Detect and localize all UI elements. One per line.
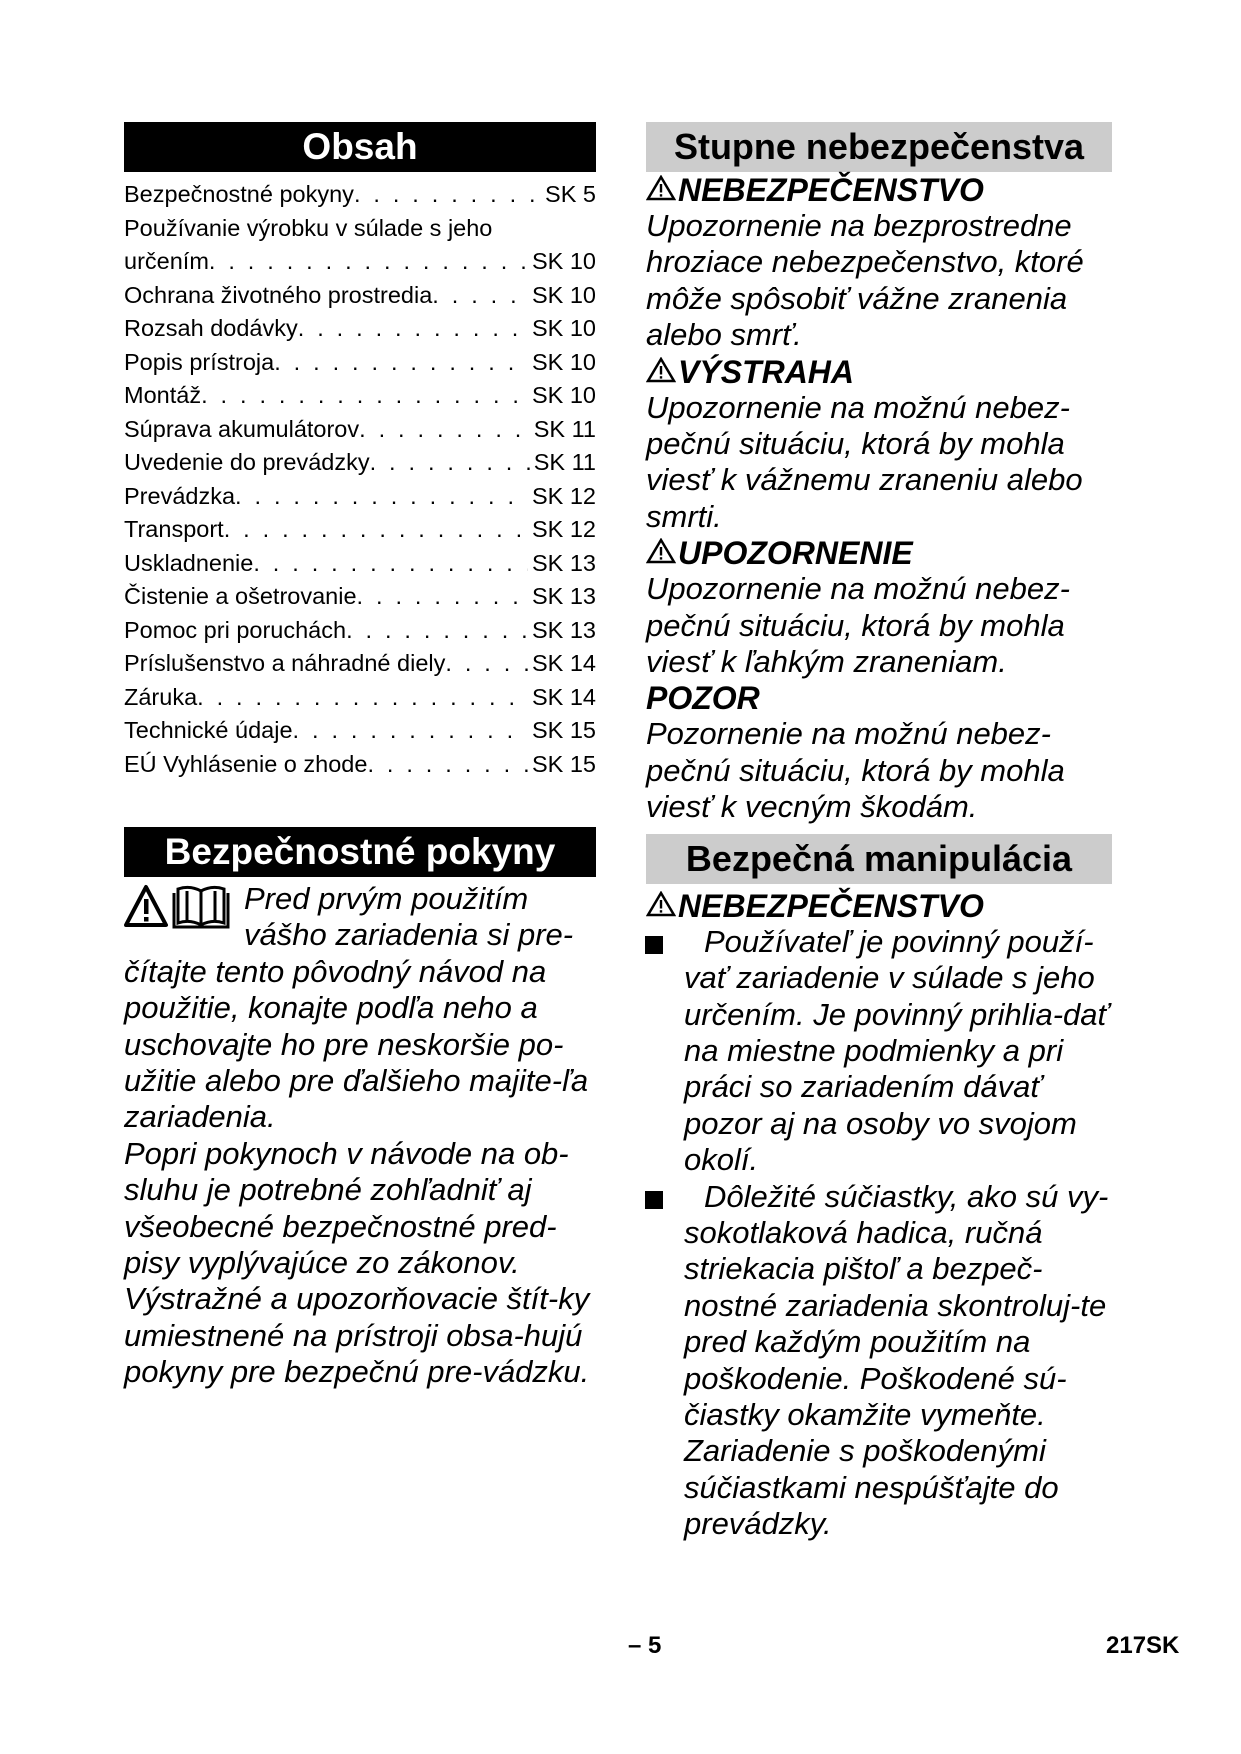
safety-paragraph-1: čítajte tento pôvodný návod na použitie, konajte podľa neho a uschovajte ho pre neskoršie po-užitie alebo pre ďalšieho majite-ľa zariadenia. xyxy=(124,953,589,1135)
toc-leader-dots xyxy=(367,748,528,782)
toc-entry-title: Uvedenie do prevádzky xyxy=(124,449,370,475)
left-column xyxy=(124,122,596,1391)
toc-entry[interactable] xyxy=(124,178,596,212)
toc-entry-title: Transport xyxy=(124,516,224,542)
toc-entry-title: Pomoc pri poruchách xyxy=(124,616,347,643)
toc-entry-page: SK 12 xyxy=(531,482,596,509)
toc-entry-title: Technické údaje xyxy=(124,717,293,743)
toc-entry[interactable] xyxy=(124,513,596,547)
list-item xyxy=(646,1179,1120,1543)
toc-leader-dots xyxy=(253,547,528,581)
toc-entry-title: Čistenie a ošetrovanie xyxy=(124,583,357,609)
right-column xyxy=(646,122,1120,1543)
toc-entry[interactable] xyxy=(124,580,596,614)
safety-intro xyxy=(124,881,596,1391)
toc-entry-title: Popis prístroja xyxy=(124,348,275,375)
toc-entry-title-line1[interactable]: Používanie výrobku v súlade s jeho xyxy=(124,214,493,241)
toc-leader-dots xyxy=(235,480,528,514)
toc-entry-page: SK 14 xyxy=(531,650,596,676)
toc-entry-page: SK 10 xyxy=(531,382,596,408)
warning-triangle-icon xyxy=(646,357,676,383)
toc-list xyxy=(124,178,596,781)
toc-entry-title: Uskladnenie xyxy=(124,549,254,576)
level-title: NEBEZPEČENSTVO xyxy=(678,172,984,208)
toc-entry-page: SK 15 xyxy=(531,717,596,743)
toc-leader-dots xyxy=(201,379,528,413)
toc-entry[interactable] xyxy=(124,312,596,346)
level-item xyxy=(646,680,1120,825)
warning-and-manual-icon xyxy=(124,883,232,931)
warning-triangle-icon xyxy=(126,887,166,925)
toc-entry-page: SK 13 xyxy=(531,616,596,643)
toc-entry-title: Ochrana životného prostredia xyxy=(124,281,433,308)
toc-entry-page: SK 10 xyxy=(531,248,596,274)
toc-leader-dots xyxy=(445,647,528,681)
list-item-text: Dôležité súčiastky, ako sú vy-sokotlaková hadica, ručná striekacia pištoľ a bezpeč-nostné zariadenia skontroluj-te pred každým použitím na poškodenie. Poškodené sú-čiastky okamžite vymeňte. Zariadenie s poškodenými súčiastkami nespúšťajte do prevádzky. xyxy=(684,1178,1109,1542)
safety-paragraph-2: Popri pokynoch v návode na ob-sluhu je potrebné zohľadniť aj všeobecné bezpečnostné pred-pisy vyplývajúce zo zákonov. xyxy=(124,1135,569,1281)
list-item-text: Používateľ je povinný použí-vať zariadenie v súlade s jeho určením. Je povinný prihlia-dať na miestne podmienky a pri práci so zariadením dávať pozor aj na osoby vo svojom okolí. xyxy=(684,923,1109,1178)
toc-entry[interactable] xyxy=(124,547,596,581)
toc-leader-dots xyxy=(357,580,528,614)
toc-entry-page: SK 10 xyxy=(531,348,596,375)
toc-leader-dots xyxy=(224,513,528,547)
level-title: UPOZORNENIE xyxy=(678,535,913,572)
toc-leader-dots xyxy=(197,681,528,715)
toc-leader-dots xyxy=(274,346,528,380)
level-item xyxy=(646,535,1120,680)
toc-entry[interactable] xyxy=(124,413,596,447)
toc-leader-dots xyxy=(346,614,528,648)
toc-entry[interactable] xyxy=(124,379,596,413)
toc-leader-dots xyxy=(298,312,528,346)
square-bullet-icon xyxy=(645,936,663,954)
level-text: Upozornenie na možnú nebez-pečnú situáciu, ktorá by mohla viesť k ľahkým zraneniam. xyxy=(646,571,1070,680)
toc-entry-title: Bezpečnostné pokyny xyxy=(124,181,354,207)
toc-entry-title: Rozsah dodávky xyxy=(124,315,298,341)
level-title: POZOR xyxy=(646,680,760,717)
handling-heading: Bezpečná manipulácia xyxy=(646,834,1112,884)
toc-leader-dots xyxy=(354,178,541,212)
square-bullet-icon xyxy=(645,1191,663,1209)
safety-heading: Bezpečnostné pokyny xyxy=(124,827,596,877)
document-code: 217SK xyxy=(1106,1632,1180,1659)
toc-entry[interactable] xyxy=(124,647,596,681)
toc-entry[interactable] xyxy=(124,614,596,648)
warning-triangle-icon xyxy=(646,891,676,917)
safety-section xyxy=(124,827,596,1391)
toc-entry[interactable] xyxy=(124,279,596,313)
toc-entry-page: SK 13 xyxy=(531,583,596,609)
warning-triangle-icon xyxy=(646,538,676,564)
safety-intro-line2: vášho zariadenia si pre- xyxy=(244,917,574,953)
toc-entry-title: Záruka xyxy=(124,683,198,710)
toc-leader-dots xyxy=(209,245,528,279)
toc-entry-page: SK 12 xyxy=(531,516,596,542)
toc-leader-dots xyxy=(370,446,530,480)
toc-entry-title: EÚ Vyhlásenie o zhode xyxy=(124,750,368,777)
toc-entry[interactable] xyxy=(124,714,596,748)
toc-entry-page: SK 15 xyxy=(531,750,596,777)
level-text: Pozornenie na možnú nebez-pečnú situáciu, ktorá by mohla viesť k vecným škodám. xyxy=(646,716,1065,825)
toc-entry[interactable] xyxy=(124,245,596,279)
toc-entry[interactable] xyxy=(124,446,596,480)
toc-entry-title: určením xyxy=(124,248,209,274)
toc-entry-page: SK 13 xyxy=(531,549,596,576)
toc-entry[interactable] xyxy=(124,480,596,514)
level-text: Upozornenie na možnú nebez-pečnú situáciu, ktorá by mohla viesť k vážnemu zraneniu alebo smrti. xyxy=(646,389,1083,534)
toc-entry-title: Súprava akumulátorov xyxy=(124,415,360,442)
toc-leader-dots xyxy=(432,279,528,313)
toc-entry-page: SK 10 xyxy=(531,281,596,308)
list-item xyxy=(646,924,1120,1179)
toc-entry[interactable] xyxy=(124,748,596,782)
warning-triangle-icon xyxy=(646,175,676,201)
level-item xyxy=(646,172,1120,354)
toc-entry-title: Príslušenstvo a náhradné diely xyxy=(124,650,446,676)
toc-leader-dots xyxy=(359,413,530,447)
levels-heading: Stupne nebezpečenstva xyxy=(646,122,1112,172)
toc-entry-page: SK 10 xyxy=(531,315,596,341)
page-number: – 5 xyxy=(628,1632,662,1659)
toc-entry[interactable] xyxy=(124,346,596,380)
toc-entry-page: SK 11 xyxy=(533,415,596,442)
safety-intro-line1: Pred prvým použitím xyxy=(244,881,529,916)
manual-book-icon xyxy=(174,887,228,927)
level-item xyxy=(646,354,1120,536)
level-title: VÝSTRAHA xyxy=(678,353,855,390)
toc-entry-page: SK 11 xyxy=(533,449,596,475)
toc-heading: Obsah xyxy=(124,122,596,172)
toc-entry-page: SK 5 xyxy=(545,181,596,207)
handling-warning-title: NEBEZPEČENSTVO xyxy=(678,887,984,924)
safety-paragraph-3: Výstražné a upozorňovacie štít-ky umiestnené na prístroji obsa-hujú pokyny pre bezpečnú pre-vádzku. xyxy=(124,1281,590,1390)
level-text: Upozornenie na bezprostredne hroziace nebezpečenstvo, ktoré môže spôsobiť vážne zranenia alebo smrť. xyxy=(646,208,1084,353)
toc-entry-page: SK 14 xyxy=(531,683,596,710)
toc-entry-title: Montáž xyxy=(124,382,202,408)
toc-entry[interactable] xyxy=(124,681,596,715)
toc-entry-title: Prevádzka xyxy=(124,482,236,509)
toc-leader-dots xyxy=(293,714,528,748)
